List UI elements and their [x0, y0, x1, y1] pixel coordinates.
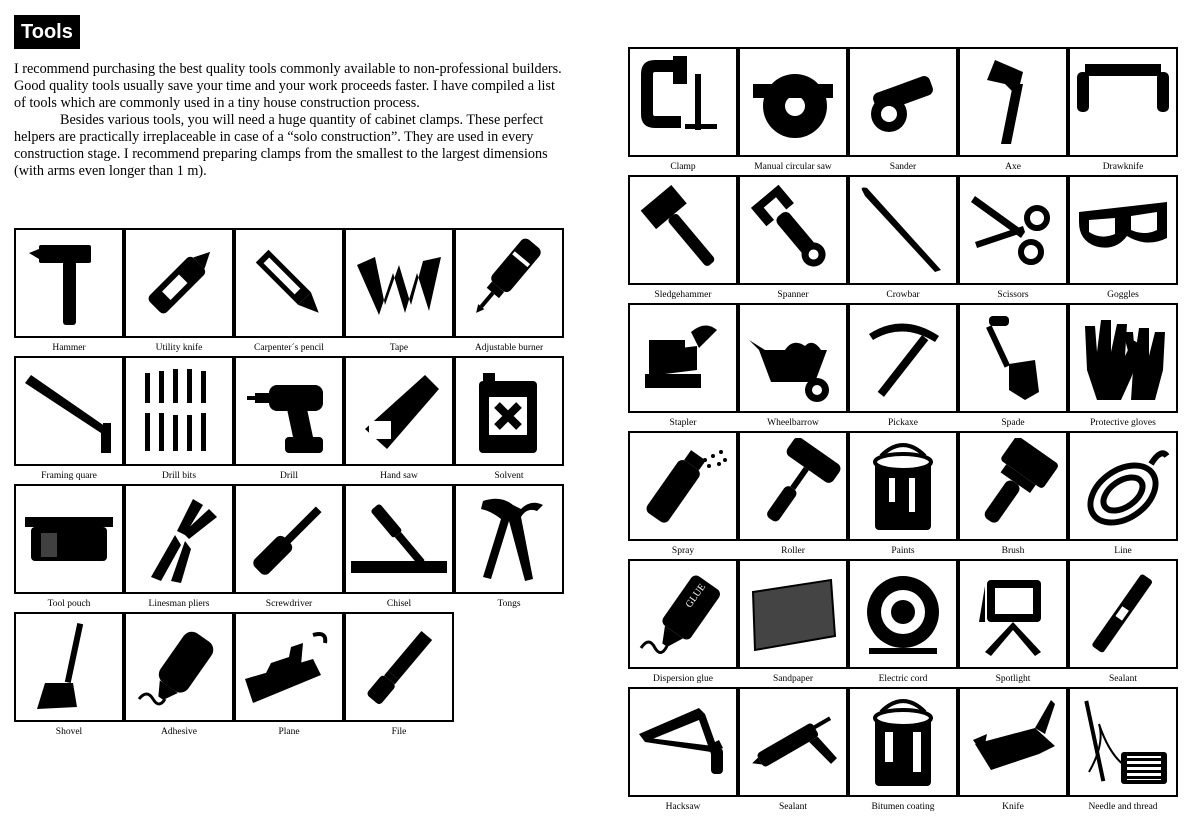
intro-paragraph-2: Besides various tools, you will need a huge quantity of cabinet clamps. These perfect helpers are practically irreplaceable in case of a “solo construction”. They are used in every construction stage. I recommend preparing clamps from the smallest to the largest dimensions (with arms even longer than 1 m).	[14, 112, 548, 179]
tongs-icon	[461, 491, 557, 587]
tool-card	[1068, 175, 1178, 301]
tool-icon-box	[124, 612, 234, 722]
hacksaw-icon	[635, 694, 731, 790]
tool-icon-box	[958, 431, 1068, 541]
tool-card	[234, 484, 344, 610]
sandpaper-icon	[745, 566, 841, 662]
tool-icon-box	[848, 431, 958, 541]
tool-label: Sandpaper	[772, 674, 814, 684]
tool-icon-box	[958, 303, 1068, 413]
tool-icon-box	[124, 356, 234, 466]
glue-icon	[635, 566, 731, 662]
tool-card	[14, 612, 124, 738]
tool-card	[14, 484, 124, 610]
tool-icon-box	[958, 687, 1068, 797]
tool-label: Sealant	[779, 802, 807, 812]
tool-card	[628, 175, 738, 301]
bitumen-can-icon	[855, 694, 951, 790]
intro-paragraph-1: I recommend purchasing the best quality tools commonly available to non-professional builders. Good quality tools usually save your time and your work proceeds faster. I have compiled a list of tools which are commonly used in a tiny house construction process.	[14, 61, 562, 111]
page-title: Tools	[14, 15, 80, 49]
tool-label: Solvent	[494, 471, 524, 481]
tool-icon-box	[344, 612, 454, 722]
burner-icon	[461, 235, 557, 331]
paint-can-icon	[855, 438, 951, 534]
tool-label: Brush	[1001, 546, 1025, 556]
tool-label: Tape	[389, 343, 409, 353]
tool-card	[738, 559, 848, 685]
tool-card	[848, 47, 958, 173]
tool-icon-box	[628, 559, 738, 669]
tool-card	[1068, 687, 1178, 813]
tool-card	[454, 484, 564, 610]
tool-icon-box	[1068, 47, 1178, 157]
tool-icon-box	[1068, 687, 1178, 797]
tool-label: Spotlight	[995, 674, 1031, 684]
tool-card	[344, 484, 454, 610]
tool-label: Electric cord	[878, 674, 928, 684]
tool-icon-box	[628, 175, 738, 285]
tool-icon-box	[234, 228, 344, 338]
tool-card	[234, 356, 344, 482]
tool-label: Chisel	[386, 599, 412, 609]
solvent-can-icon	[461, 363, 557, 459]
tool-card	[958, 431, 1068, 557]
tool-icon-box	[14, 612, 124, 722]
tool-card	[124, 612, 234, 738]
tool-label: Tongs	[497, 599, 521, 609]
tool-icon-box	[1068, 175, 1178, 285]
tool-icon-box	[344, 228, 454, 338]
tool-label: Axe	[1005, 162, 1021, 172]
tool-label: Roller	[781, 546, 805, 556]
tool-card	[958, 687, 1068, 813]
tool-icon-box	[628, 687, 738, 797]
tool-card	[848, 303, 958, 429]
tool-card	[628, 431, 738, 557]
tool-icon-box	[234, 612, 344, 722]
tool-card	[234, 612, 344, 738]
tool-icon-box	[344, 356, 454, 466]
tool-icon-box	[1068, 431, 1178, 541]
drill-icon	[241, 363, 337, 459]
spotlight-icon	[965, 566, 1061, 662]
rope-icon	[1075, 438, 1171, 534]
tool-icon-box	[344, 484, 454, 594]
tool-label: Drill bits	[161, 471, 197, 481]
tool-label: Sander	[889, 162, 917, 172]
caulking-gun-icon	[745, 694, 841, 790]
tool-card	[738, 303, 848, 429]
stapler-icon	[635, 310, 731, 406]
plane-icon	[241, 619, 337, 715]
tool-icon-box	[958, 175, 1068, 285]
tool-card	[958, 303, 1068, 429]
tool-card	[454, 228, 564, 354]
tool-label: Clamp	[670, 162, 696, 172]
tool-card	[848, 687, 958, 813]
tool-card	[124, 484, 234, 610]
spirit-level-icon	[1075, 566, 1171, 662]
clamp-icon	[635, 54, 731, 150]
tool-card	[344, 356, 454, 482]
tool-icon-box	[848, 559, 958, 669]
tool-card	[454, 356, 564, 482]
tool-label: Carpenter´s pencil	[254, 343, 324, 353]
tool-card	[628, 687, 738, 813]
adhesive-icon	[131, 619, 227, 715]
tool-label: Paints	[891, 546, 915, 556]
tool-icon-box	[234, 484, 344, 594]
tool-icon-box	[14, 484, 124, 594]
pocket-knife-icon	[965, 694, 1061, 790]
tool-card	[234, 228, 344, 354]
tool-label: Screwdriver	[265, 599, 313, 609]
tool-icon-box	[14, 228, 124, 338]
sander-icon	[855, 54, 951, 150]
tool-label: Spanner	[777, 290, 809, 300]
tool-icon-box	[738, 687, 848, 797]
needle-thread-icon	[1075, 694, 1171, 790]
crowbar-icon	[855, 182, 951, 278]
tool-icon-box	[628, 47, 738, 157]
tool-label: Adjustable burner	[474, 343, 544, 353]
tool-label: Wheelbarrow	[767, 418, 819, 428]
gloves-icon	[1075, 310, 1171, 406]
tool-label: Spade	[1001, 418, 1025, 428]
tool-icon-box	[14, 356, 124, 466]
tool-card	[738, 687, 848, 813]
tool-label: Plane	[278, 727, 300, 737]
tool-icon-box	[848, 303, 958, 413]
tape-measure-icon	[351, 235, 447, 331]
framing-square-icon	[21, 363, 117, 459]
circular-saw-icon	[745, 54, 841, 150]
tool-card	[628, 303, 738, 429]
tool-icon-box	[958, 47, 1068, 157]
tool-label: Sealant	[1109, 674, 1137, 684]
utility-knife-icon	[131, 235, 227, 331]
tool-icon-box	[1068, 303, 1178, 413]
chisel-icon	[351, 491, 447, 587]
tool-icon-box	[738, 559, 848, 669]
tool-icon-box	[958, 559, 1068, 669]
tool-label: Scissors	[997, 290, 1029, 300]
tool-label: Bitumen coating	[871, 802, 935, 812]
hammer-icon	[21, 235, 117, 331]
tool-label: Stapler	[669, 418, 697, 428]
tool-label: Dispersion glue	[653, 674, 713, 684]
tool-icon-box	[738, 303, 848, 413]
screwdriver-icon	[241, 491, 337, 587]
tool-card	[738, 47, 848, 173]
tool-label: Hand saw	[380, 471, 418, 481]
tool-icon-box	[454, 228, 564, 338]
tool-card	[1068, 559, 1178, 685]
tool-card	[1068, 47, 1178, 173]
roller-icon	[745, 438, 841, 534]
tool-icon-box	[124, 228, 234, 338]
tool-icon-box	[234, 356, 344, 466]
hand-saw-icon	[351, 363, 447, 459]
tool-card	[1068, 431, 1178, 557]
tool-card	[848, 175, 958, 301]
brush-icon	[965, 438, 1061, 534]
tool-card	[958, 47, 1068, 173]
pencil-icon	[241, 235, 337, 331]
tool-icon-box	[454, 484, 564, 594]
drawknife-icon	[1075, 54, 1171, 150]
cord-reel-icon	[855, 566, 951, 662]
tool-icon-box	[628, 431, 738, 541]
tool-card	[1068, 303, 1178, 429]
tool-card	[14, 356, 124, 482]
sledgehammer-icon	[635, 182, 731, 278]
tool-label: Hammer	[52, 343, 86, 353]
tool-label: Protective gloves	[1090, 418, 1156, 428]
tool-label: Linesman pliers	[148, 599, 210, 609]
pickaxe-icon	[855, 310, 951, 406]
tool-card	[344, 612, 454, 738]
spade-icon	[965, 310, 1061, 406]
tool-label: Manual circular saw	[754, 162, 832, 172]
tool-card	[628, 559, 738, 685]
tool-card	[124, 356, 234, 482]
tool-card	[848, 559, 958, 685]
scissors-icon	[965, 182, 1061, 278]
tool-label: Pickaxe	[887, 418, 919, 428]
spray-icon	[635, 438, 731, 534]
axe-icon	[965, 54, 1061, 150]
tool-label: Utility knife	[155, 343, 203, 353]
tool-card	[14, 228, 124, 354]
tool-icon-box	[848, 47, 958, 157]
tool-icon-box	[738, 431, 848, 541]
tool-label: Hacksaw	[665, 802, 701, 812]
tool-card	[958, 175, 1068, 301]
tool-icon-box	[848, 687, 958, 797]
tool-card	[738, 175, 848, 301]
tool-label: Sledgehammer	[654, 290, 712, 300]
tool-label: Drill	[280, 471, 298, 481]
goggles-icon	[1075, 182, 1171, 278]
tool-pouch-icon	[21, 491, 117, 587]
tool-icon-box	[628, 303, 738, 413]
tool-label: Crowbar	[886, 290, 920, 300]
tool-icon-box	[1068, 559, 1178, 669]
spanner-icon	[745, 182, 841, 278]
tool-icon-box	[738, 47, 848, 157]
drill-bits-icon	[131, 363, 227, 459]
tool-card	[848, 431, 958, 557]
tool-label: File	[391, 727, 407, 737]
tool-label: Shovel	[55, 727, 83, 737]
tool-card	[738, 431, 848, 557]
tool-label: Needle and thread	[1088, 802, 1158, 812]
tool-label: Line	[1114, 546, 1132, 556]
tool-card	[344, 228, 454, 354]
tool-label: Drawknife	[1102, 162, 1144, 172]
tool-label: Tool pouch	[47, 599, 91, 609]
intro-text	[14, 61, 570, 180]
tool-card	[628, 47, 738, 173]
tool-icon-box	[124, 484, 234, 594]
pliers-icon	[131, 491, 227, 587]
shovel-icon	[21, 619, 117, 715]
wheelbarrow-icon	[745, 310, 841, 406]
glue-icon-text: GLUE	[683, 581, 709, 611]
tool-card	[124, 228, 234, 354]
tool-icon-box	[738, 175, 848, 285]
tool-label: Knife	[1002, 802, 1024, 812]
tool-label: Adhesive	[161, 727, 197, 737]
tool-label: Spray	[671, 546, 695, 556]
file-tool-icon	[351, 619, 447, 715]
tool-card	[958, 559, 1068, 685]
tool-icon-box	[848, 175, 958, 285]
tool-label: Framing quare	[41, 471, 97, 481]
tool-icon-box	[454, 356, 564, 466]
tool-label: Goggles	[1107, 290, 1139, 300]
